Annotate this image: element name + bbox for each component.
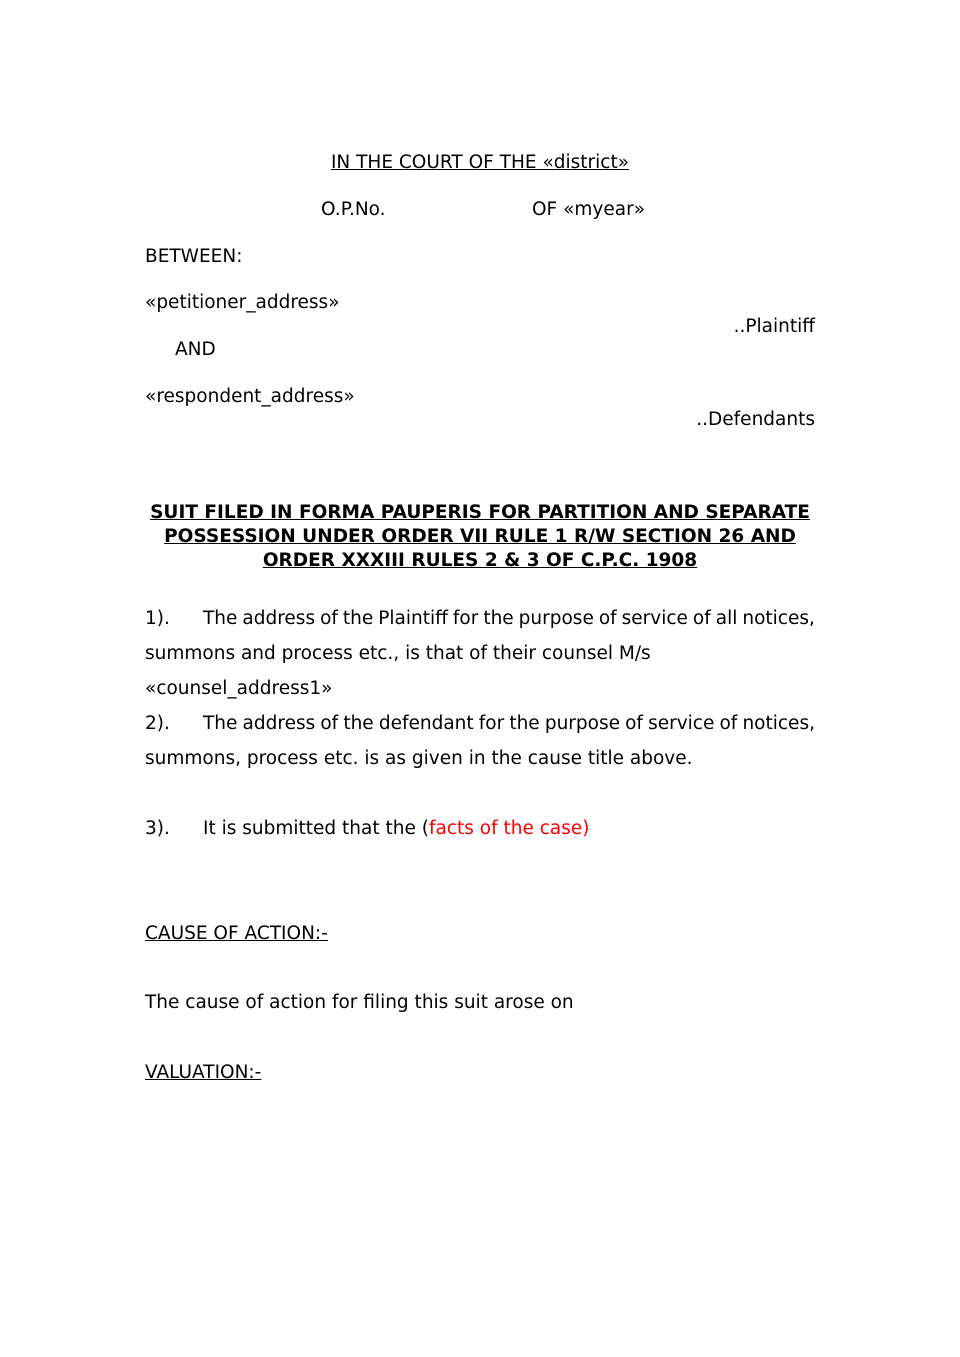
paragraph-word: of — [320, 608, 338, 629]
paragraph-word: of — [692, 608, 711, 629]
suit-heading-line: POSSESSION UNDER ORDER VII RULE 1 R/W SECTION 26 AND — [164, 526, 796, 547]
suit-heading — [145, 501, 815, 573]
paragraph-2-line-1 — [145, 706, 815, 741]
paragraph-word: service — [621, 608, 688, 629]
between-label: BETWEEN: — [145, 246, 243, 267]
paragraph-word: all — [715, 608, 738, 629]
paragraph-number: 2). — [145, 713, 170, 734]
paragraph-word: The — [203, 608, 238, 629]
paragraph-word: purpose — [518, 608, 594, 629]
paragraph-1-line-1 — [145, 601, 815, 636]
paragraph-word: for — [478, 713, 505, 734]
paragraph-1 — [145, 601, 815, 706]
paragraph-3-line-1 — [145, 811, 815, 846]
paragraph-word: of — [598, 608, 617, 629]
paragraph-2 — [145, 706, 815, 776]
valuation-heading: VALUATION:- — [145, 1062, 262, 1083]
case-year: OF «myear» — [532, 199, 646, 220]
paragraph-word: notices, — [742, 713, 815, 734]
plaintiff-label: ..Plaintiff — [733, 316, 815, 337]
paragraph-word: the — [483, 608, 514, 629]
paragraph-1-line-2: summons and process etc., is that of their counsel M/s «counsel_address1» — [145, 643, 651, 699]
cause-of-action-heading: CAUSE OF ACTION:- — [145, 923, 328, 944]
paragraph-3-text: It is submitted that the ( — [203, 818, 429, 839]
paragraph-2-line-2: summons, process etc. is as given in the cause title above. — [145, 748, 693, 769]
respondent-address: «respondent_address» — [145, 386, 355, 407]
paragraph-word: purpose — [544, 713, 620, 734]
paragraph-word: notices, — [742, 608, 815, 629]
defendants-label: ..Defendants — [696, 409, 815, 430]
paragraph-word: of — [625, 713, 643, 734]
suit-heading-line: SUIT FILED IN FORMA PAUPERIS FOR PARTITION AND SEPARATE — [150, 502, 810, 523]
op-number-label: O.P.No. — [321, 199, 386, 220]
paragraph-word: address — [242, 608, 316, 629]
paragraph-word: the — [509, 713, 540, 734]
court-title: IN THE COURT OF THE «district» — [330, 152, 630, 173]
paragraph-number: 3). — [145, 818, 170, 839]
paragraph-word: defendant — [378, 713, 474, 734]
paragraph-word: service — [648, 713, 715, 734]
paragraph-word — [145, 601, 237, 636]
and-label: AND — [175, 339, 216, 360]
suit-heading-line: ORDER XXXIII RULES 2 & 3 OF C.P.C. 1908 — [262, 550, 698, 571]
paragraph-word — [145, 706, 237, 741]
paragraph-word: Plaintiff — [378, 608, 448, 629]
paragraph-number: 1). — [145, 608, 170, 629]
paragraph-3 — [145, 811, 815, 846]
petitioner-address: «petitioner_address» — [145, 292, 340, 313]
paragraph-word: of — [320, 713, 339, 734]
cause-of-action-text: The cause of action for filing this suit arose on — [145, 992, 574, 1013]
paragraph-word: of — [719, 713, 738, 734]
paragraph-word: the — [343, 713, 374, 734]
paragraph-word: for — [452, 608, 479, 629]
paragraph-word: The — [203, 713, 238, 734]
paragraph-word: address — [242, 713, 316, 734]
paragraph-word: the — [342, 608, 374, 629]
facts-placeholder: facts of the case) — [428, 818, 590, 839]
